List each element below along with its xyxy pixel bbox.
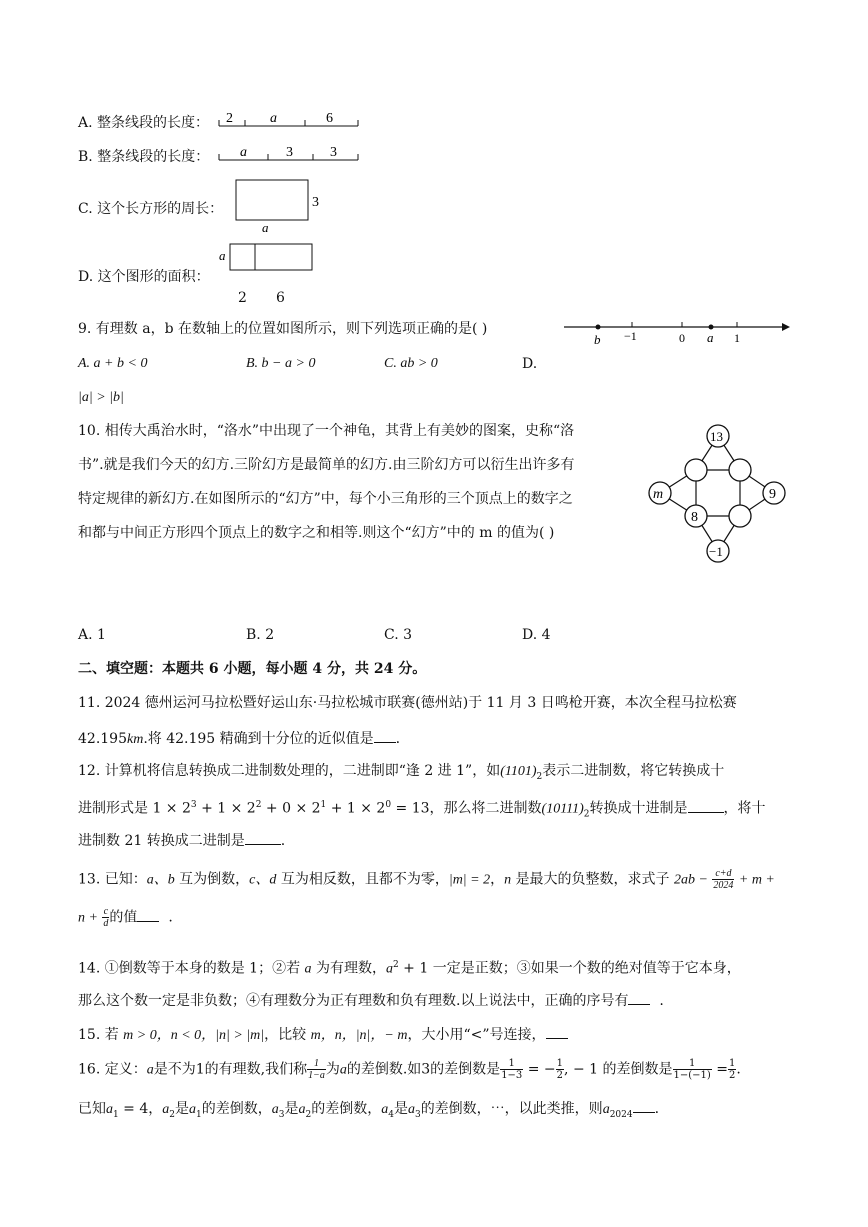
q15-line [78,1024,568,1045]
q10-node-inner: 8 [691,510,698,525]
q16-a3: a [271,1102,279,1117]
q10-node-right: 9 [769,487,776,502]
q12-exp-1: 1 [320,800,327,810]
q10-option-b: B. 2 [246,627,275,643]
q8-a-seg2: a [270,111,277,126]
q13-fraction-2-den: d [103,918,109,929]
q13-text-f: 的值 [109,909,138,926]
q14-period: . [659,993,664,1009]
q9-axis-minus1: −1 [624,329,637,343]
q13-n: n [504,872,512,888]
q12-line-2 [78,796,766,823]
q16-text-f: , − 1 的差倒数是 [564,1061,673,1078]
q10-line-3: 特定规律的新幻方.在如图所示的“幻方”中，每个小三角形的三个顶点上的数字之 [78,491,573,507]
q16-line-2 [78,1098,659,1124]
q10-line-2: 书”.就是我们今天的幻方.三阶幻方是最简单的幻方.由三阶幻方可以衍生出许多有 [78,457,575,473]
q10-magic-square-figure [640,420,800,570]
q13-expr-1: 2ab − [674,872,708,888]
q12-binary-example: (1101) [500,764,537,779]
q14-answer-blank[interactable] [628,990,650,1005]
q12-text-a: 12. 计算机将信息转换成二进制数处理的，二进制即“逢 2 进 1”，如 [78,763,501,779]
q10-option-d: D. 4 [522,627,551,643]
q16-text-c: 为 [325,1061,340,1078]
q16-a-2: a [339,1062,347,1078]
q13-line-2 [78,906,173,929]
q10-option-c: C. 3 [384,627,413,643]
q14-a-square: a [385,961,393,977]
q16-text-a: 16. 定义： [78,1061,147,1078]
q8-d-width1: 2 [238,290,247,306]
q13-line-1 [78,868,775,891]
q16-a1-sub: 1 [113,1109,119,1120]
q13-text-b: 互为倒数， [174,871,250,888]
q16-frac-def-den: 1−a [308,1070,325,1081]
q12-expr-a: 进制形式是 1 × 2 [78,800,191,817]
q11-text: .将 42.195 精确到十分位的近似值是 [143,731,374,747]
q8-a-seg1: 2 [226,111,233,126]
q16-text-b: 是不为1的有理数,我们称 [153,1061,308,1078]
q16-text-o: 是 [393,1101,408,1117]
q13-period: . [168,909,173,926]
q16-text-d: 的差倒数.如3的差倒数是 [346,1061,501,1078]
q16-text-m: 是 [284,1101,299,1117]
q13-fraction-den: 2024 [713,880,734,891]
q11-distance-value: 42.195 [78,731,127,747]
q16-text-l: 的差倒数， [201,1101,272,1117]
q16-a4-sub: 4 [388,1109,394,1120]
q16-a1-b-sub: 1 [196,1109,202,1120]
q8-d-area-figure [216,240,326,280]
q12-expr-c: + 0 × 2 [261,800,321,817]
q12-expr-d: + 1 × 2 [326,800,386,817]
q9-axis-one: 1 [734,331,740,345]
q16-frac-ex1-num: 1 [500,1058,523,1070]
q15-text-e: ，大小用“<”号连接， [407,1027,546,1043]
q10-line-4: 和都与中间正方形四个顶点上的数字之和相等.则这个“幻方”中的 m 的值为( ) [78,525,555,541]
q8-option-d [78,268,210,286]
q8-d-width2: 6 [276,290,285,306]
q16-frac-def [307,1058,326,1081]
q16-text-h: . [736,1061,741,1078]
q9-axis-b: b [594,332,601,347]
q8-a-seg3: 6 [326,111,333,126]
q12-text-g: ，将十 [723,800,766,817]
q16-frac-ex1-result [556,1058,564,1081]
q16-text-n: 的差倒数， [311,1101,382,1117]
q9-option-c: C. ab > 0 [384,356,438,371]
q8-d-label: D. 这个图形的面积： [78,269,210,285]
q16-frac-def-num: 1 [307,1058,326,1070]
q12-line-3 [78,830,285,850]
q11-line-2 [78,728,400,749]
q16-a2: a [162,1102,170,1117]
q12-binary-number-base: 2 [583,809,590,820]
q11-line-1: 11. 2024 德州运河马拉松暨好运山东·马拉松城市联赛(德州站)于 11 月 3 日鸣枪开赛，本次全程马拉松赛 [78,695,737,711]
q8-option-c [78,200,223,218]
q13-text-e: 是最大的负整数，求式子 [511,871,675,888]
q12-line-1 [78,762,724,786]
q16-frac-ex1-result-num: 1 [556,1058,564,1069]
q14-exponent: 2 [392,960,399,970]
q16-a4: a [381,1102,389,1117]
q8-a-segment-figure [218,106,360,130]
q16-a2-b-sub: 2 [305,1109,312,1120]
q13-fraction-2-num: c [103,906,109,917]
q16-a3-sub: 3 [278,1109,285,1120]
q14-a: a [304,961,312,977]
q16-text-e: = − [523,1061,556,1078]
q13-expr-2: + m + [738,872,775,888]
q12-answer-blank-1[interactable] [688,798,724,813]
q15-conditions: m > 0，n < 0，|n| > |m| [123,1028,265,1043]
q8-b-seg1: a [240,145,247,160]
q12-text-f: 转换成十进制是 [589,800,688,817]
q9-option-d-content: |a| > |b| [78,390,124,405]
q8-c-side: 3 [312,195,319,210]
q14-text-c: + 1 一定是正数；③如果一个数的绝对值等于它本身， [398,960,741,977]
q12-text-b: 表示二进制数，将它转换成十 [542,763,725,779]
q13-ab: a、b [146,872,175,888]
q8-b-seg2: 3 [286,145,293,160]
q16-a2-sub: 2 [169,1109,176,1120]
q12-exp-2: 2 [255,800,262,810]
q12-expr-e: = 13，那么将二进制数 [391,800,542,817]
q13-fraction-num: c+d [712,868,734,880]
q16-a2024: a [602,1102,610,1117]
q16-text-g: = [711,1061,728,1078]
q16-text-i: 已知 [78,1101,106,1117]
q13-cd: c、d [249,872,277,888]
q16-a3-b-sub: 3 [414,1109,421,1120]
q11-distance-unit: km [127,732,144,747]
q14-text-a: 14. ①倒数等于本身的数是 1；②若 [78,960,305,977]
q12-exp-3: 3 [190,800,197,810]
q16-a2-b: a [298,1102,306,1117]
q10-node-top: 13 [710,429,723,444]
q8-a-label: A. 整条线段的长度： [78,115,210,131]
q16-frac-ex1-result-den: 2 [556,1070,564,1081]
q14-line-2 [78,990,664,1010]
q13-expr-3: n + [78,910,98,926]
q10-line-1: 10. 相传大禹治水时，“洛水”中出现了一个神龟，其背上有美妙的图案，史称“洛 [78,423,575,439]
q16-frac-ex2-result-den: 2 [728,1070,736,1081]
q15-terms: m，n，|n|，− m [310,1028,408,1043]
q14-text-d: 那么这个数一定是非负数；④有理数分为正有理数和负有理数.以上说法中，正确的序号有 [78,993,629,1009]
q8-d-left: a [219,248,226,263]
q10-option-a: A. 1 [78,627,106,643]
q12-exp-0: 0 [385,800,392,810]
q9-option-b: B. b − a > 0 [246,356,316,371]
q16-text-k: 是 [175,1101,190,1117]
q8-b-seg3: 3 [330,145,337,160]
q9-number-line [560,316,792,350]
q16-frac-ex1 [500,1058,523,1081]
q13-answer-blank[interactable] [137,907,159,922]
q16-a1: a [106,1102,113,1117]
q9-axis-zero: 0 [679,331,685,345]
q9-stem: 9. 有理数 a，b 在数轴上的位置如图所示，则下列选项正确的是( ) [78,321,488,337]
q11-period: . [395,731,401,747]
q16-a2024-sub: 2024 [609,1109,633,1120]
q14-line-1 [78,956,741,979]
q16-line-1 [78,1058,741,1081]
q10-node-left: m [653,487,664,502]
q13-text-c: 互为相反数，且都不为零， [276,871,449,888]
q8-option-a [78,114,209,132]
q9-axis-a: a [707,330,714,345]
q13-fraction [712,868,734,891]
q8-c-bottom: a [262,220,269,235]
q16-frac-ex2-num: 1 [673,1058,712,1070]
q16-frac-ex2 [673,1058,712,1081]
q16-text-j: = 4， [118,1101,163,1117]
q16-frac-ex2-result-num: 1 [728,1058,736,1069]
q13-abs-m: |m| = 2 [448,872,491,888]
q8-b-segment-figure [218,140,360,164]
q12-binary-number: (10111) [541,801,584,817]
q12-answer-blank-2[interactable] [245,830,281,845]
q8-b-label: B. 整条线段的长度： [78,149,210,165]
q12-expr-b: + 1 × 2 [196,800,256,817]
q8-c-label: C. 这个长方形的周长： [78,201,224,217]
q15-text-a: 15. 若 [78,1027,124,1043]
q16-frac-ex1-den: 1−3 [501,1070,523,1081]
q14-text-b: 为有理数， [311,960,386,977]
q16-answer-blank[interactable] [633,1098,655,1113]
q15-text-c: ，比较 [264,1027,311,1043]
section-2-heading: 二、填空题：本题共 6 小题，每小题 4 分，共 24 分。 [78,661,427,677]
q16-period: . [654,1101,660,1117]
q12-text-h: 进制数 21 转换成二进制是 [78,833,245,849]
q11-answer-blank[interactable] [374,728,396,743]
q15-answer-blank[interactable] [546,1024,568,1039]
q9-option-a: A. a + b < 0 [78,356,148,371]
q12-binary-example-base: 2 [536,771,543,782]
q8-option-b [78,148,209,166]
q16-text-p: 的差倒数，⋯，以此类推，则 [420,1101,603,1117]
q9-option-d: D. [522,356,538,372]
q16-a3-b: a [407,1102,415,1117]
q10-node-bottom: −1 [709,544,723,559]
q12-period: . [280,833,286,849]
q16-a: a [146,1062,154,1078]
q13-text-d: ， [490,871,505,888]
q13-text-a: 13. 已知： [78,871,147,888]
q16-frac-ex2-den: 1−(−1) [673,1070,711,1081]
q16-a1-b: a [189,1102,197,1117]
q8-c-rectangle-figure [230,176,330,236]
